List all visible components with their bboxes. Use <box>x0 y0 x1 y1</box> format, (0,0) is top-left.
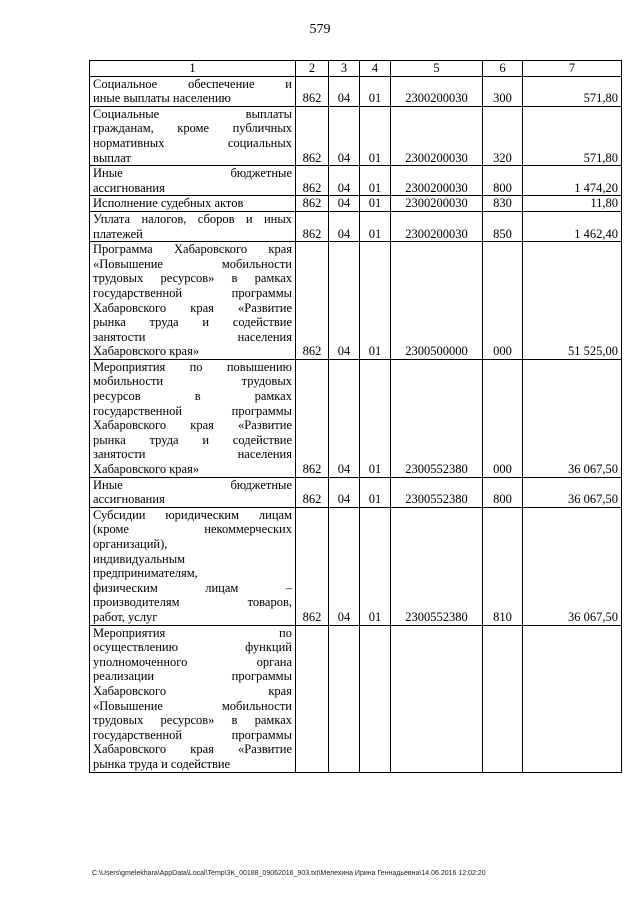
table-header-row <box>90 61 622 77</box>
table-row <box>90 211 622 241</box>
expense-type-cell: 800 <box>483 166 523 196</box>
target-article-cell: 2300552380 <box>391 359 483 477</box>
row-name-line: ассигнования <box>93 492 165 507</box>
target-article-cell: 2300200030 <box>391 106 483 165</box>
row-name-cell <box>90 196 296 212</box>
table-row <box>90 359 622 477</box>
amount-cell <box>523 625 622 772</box>
subsection-code-cell <box>360 625 391 772</box>
expense-type-cell: 830 <box>483 196 523 212</box>
row-name-line: уполномоченного органа <box>93 654 292 669</box>
target-article-cell: 2300500000 <box>391 242 483 360</box>
row-name-line: Исполнение судебных актов <box>93 196 244 211</box>
row-name-line: Хабаровского края «Развитие <box>93 742 292 757</box>
section-code-cell: 04 <box>329 477 360 507</box>
table-row <box>90 507 622 625</box>
amount-cell: 11,80 <box>523 196 622 212</box>
row-name-line: работ, услуг <box>93 609 158 624</box>
subsection-code-cell: 01 <box>360 76 391 106</box>
section-code-cell: 04 <box>329 507 360 625</box>
chapter-code-cell: 862 <box>296 196 329 212</box>
column-header: 6 <box>483 61 523 77</box>
table-row <box>90 76 622 106</box>
row-name-cell <box>90 242 296 360</box>
target-article-cell: 2300552380 <box>391 507 483 625</box>
column-header: 2 <box>296 61 329 77</box>
row-name-line: организаций), <box>93 537 168 551</box>
row-name-line: Иные бюджетные <box>93 477 292 492</box>
section-code-cell: 04 <box>329 166 360 196</box>
row-name-line: Субсидии юридическим лицам <box>93 507 292 522</box>
expense-type-cell: 810 <box>483 507 523 625</box>
row-name-cell <box>90 211 296 241</box>
amount-cell: 571,80 <box>523 76 622 106</box>
expense-type-cell: 000 <box>483 359 523 477</box>
row-name-line: государственной программы <box>93 727 292 742</box>
row-name-line: Программа Хабаровского края <box>93 242 292 257</box>
row-name-line: Хабаровского края «Развитие <box>93 300 292 315</box>
section-code-cell: 04 <box>329 106 360 165</box>
row-name-line: нормативных социальных <box>93 135 292 150</box>
row-name-line: государственной программы <box>93 403 292 418</box>
chapter-code-cell: 862 <box>296 106 329 165</box>
row-name-line: (кроме некоммерческих <box>93 522 292 537</box>
amount-cell: 36 067,50 <box>523 507 622 625</box>
row-name-line: Социальные выплаты <box>93 106 292 121</box>
row-name-line: Хабаровского края» <box>93 462 200 477</box>
section-code-cell: 04 <box>329 211 360 241</box>
subsection-code-cell: 01 <box>360 359 391 477</box>
row-name-cell <box>90 106 296 165</box>
table-row <box>90 242 622 360</box>
expense-type-cell: 850 <box>483 211 523 241</box>
row-name-line: производителям товаров, <box>93 595 292 610</box>
subsection-code-cell: 01 <box>360 166 391 196</box>
target-article-cell <box>391 625 483 772</box>
expense-type-cell <box>483 625 523 772</box>
section-code-cell <box>329 625 360 772</box>
chapter-code-cell: 862 <box>296 242 329 360</box>
target-article-cell: 2300200030 <box>391 76 483 106</box>
row-name-line: государственной программы <box>93 285 292 300</box>
amount-cell: 1 462,40 <box>523 211 622 241</box>
table-row <box>90 106 622 165</box>
row-name-line: Мероприятия по повышению <box>93 359 292 374</box>
chapter-code-cell: 862 <box>296 211 329 241</box>
amount-cell: 1 474,20 <box>523 166 622 196</box>
row-name-line: ассигнования <box>93 180 165 195</box>
file-path-footer: C:\Users\gmelekhara\AppData\Local\Temp\3K_00188_09062016_903.txt\Мелехина Ирина Геннадьевна\14.06.2016 12:02:20 <box>92 870 486 877</box>
row-name-cell <box>90 477 296 507</box>
row-name-line: рынка труда и содействие <box>93 315 292 330</box>
column-header: 4 <box>360 61 391 77</box>
row-name-line: Иные бюджетные <box>93 166 292 181</box>
column-header: 3 <box>329 61 360 77</box>
chapter-code-cell: 862 <box>296 507 329 625</box>
row-name-cell <box>90 359 296 477</box>
target-article-cell: 2300552380 <box>391 477 483 507</box>
column-header: 7 <box>523 61 622 77</box>
expense-type-cell: 300 <box>483 76 523 106</box>
row-name-cell <box>90 625 296 772</box>
page-number: 579 <box>309 22 331 37</box>
row-name-line: Хабаровского края <box>93 683 292 698</box>
row-name-line: «Повышение мобильности <box>93 698 292 713</box>
section-code-cell: 04 <box>329 76 360 106</box>
row-name-line: иные выплаты населению <box>93 91 231 106</box>
row-name-line: гражданам, кроме публичных <box>93 121 292 136</box>
expense-type-cell: 000 <box>483 242 523 360</box>
table-body <box>90 76 622 772</box>
subsection-code-cell: 01 <box>360 106 391 165</box>
row-name-line: осуществлению функций <box>93 640 292 655</box>
row-name-line: Уплата налогов, сборов и иных <box>93 211 292 226</box>
row-name-line: мобильности трудовых <box>93 374 292 389</box>
chapter-code-cell: 862 <box>296 76 329 106</box>
amount-cell: 51 525,00 <box>523 242 622 360</box>
row-name-line: ресурсов в рамках <box>93 389 292 404</box>
subsection-code-cell: 01 <box>360 477 391 507</box>
row-name-line: платежей <box>93 226 143 241</box>
chapter-code-cell: 862 <box>296 166 329 196</box>
subsection-code-cell: 01 <box>360 211 391 241</box>
row-name-cell <box>90 76 296 106</box>
target-article-cell: 2300200030 <box>391 166 483 196</box>
row-name-line: Социальное обеспечение и <box>93 76 292 91</box>
row-name-line: реализации программы <box>93 669 292 684</box>
chapter-code-cell <box>296 625 329 772</box>
budget-table <box>89 60 622 773</box>
row-name-cell <box>90 166 296 196</box>
row-name-line: трудовых ресурсов» в рамках <box>93 271 292 286</box>
row-name-line: физическим лицам – <box>93 580 292 595</box>
amount-cell: 36 067,50 <box>523 477 622 507</box>
target-article-cell: 2300200030 <box>391 211 483 241</box>
table-row <box>90 625 622 772</box>
expense-type-cell: 800 <box>483 477 523 507</box>
row-name-line: Хабаровского края» <box>93 344 200 359</box>
table-row <box>90 477 622 507</box>
row-name-line: Хабаровского края «Развитие <box>93 418 292 433</box>
row-name-line: занятости населения <box>93 329 292 344</box>
row-name-line: индивидуальным <box>93 551 186 566</box>
column-header: 1 <box>90 61 296 77</box>
row-name-line: рынка труда и содействие <box>93 432 292 447</box>
subsection-code-cell: 01 <box>360 242 391 360</box>
column-header: 5 <box>391 61 483 77</box>
section-code-cell: 04 <box>329 242 360 360</box>
subsection-code-cell: 01 <box>360 507 391 625</box>
row-name-line: занятости населения <box>93 447 292 462</box>
amount-cell: 36 067,50 <box>523 359 622 477</box>
chapter-code-cell: 862 <box>296 359 329 477</box>
amount-cell: 571,80 <box>523 106 622 165</box>
subsection-code-cell: 01 <box>360 196 391 212</box>
row-name-cell <box>90 507 296 625</box>
chapter-code-cell: 862 <box>296 477 329 507</box>
row-name-line: «Повышение мобильности <box>93 256 292 271</box>
row-name-line: трудовых ресурсов» в рамках <box>93 713 292 728</box>
row-name-line: рынка труда и содействие <box>93 756 231 771</box>
row-name-line: предпринимателям, <box>93 566 198 581</box>
row-name-line: Мероприятия по <box>93 625 292 640</box>
section-code-cell: 04 <box>329 359 360 477</box>
table-row <box>90 196 622 212</box>
section-code-cell: 04 <box>329 196 360 212</box>
expense-type-cell: 320 <box>483 106 523 165</box>
table-row <box>90 166 622 196</box>
row-name-line: выплат <box>93 150 131 165</box>
target-article-cell: 2300200030 <box>391 196 483 212</box>
